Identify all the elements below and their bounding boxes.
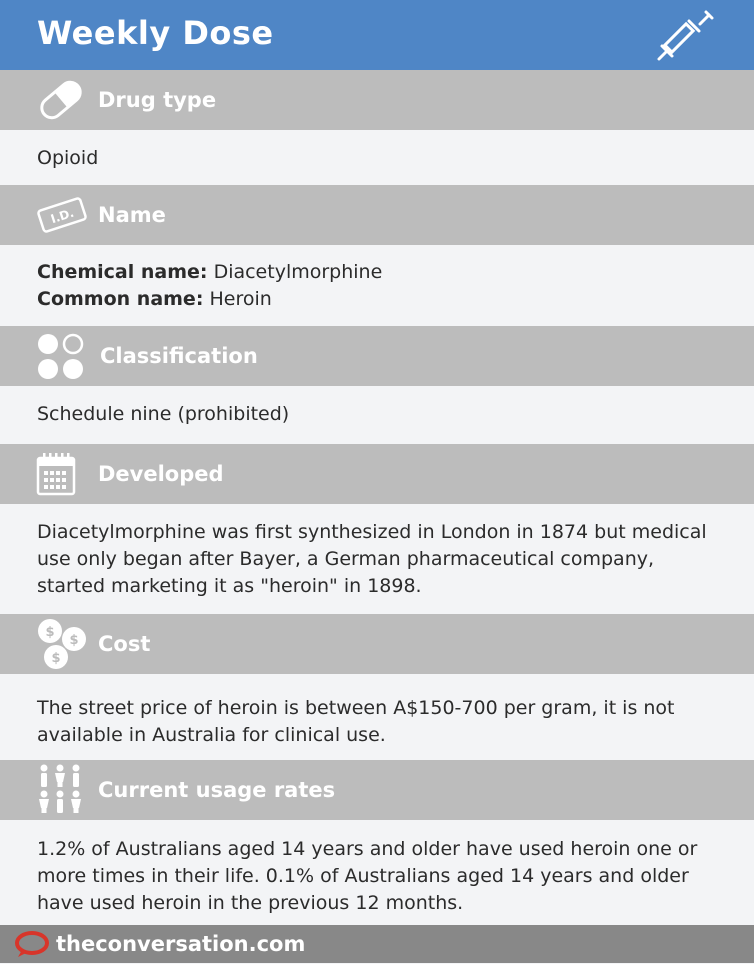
cost-line: The street price of heroin is between A$150-700 per gram, it is not xyxy=(37,697,675,719)
common-name-row xyxy=(37,286,737,313)
usage-line: have used heroin in the previous 12 months. xyxy=(37,892,464,914)
footer-bar xyxy=(0,925,754,963)
developed-line: started marketing it as "heroin" in 1898. xyxy=(37,575,422,597)
speech-bubble-logo-icon xyxy=(14,931,50,964)
section-bar-drug-type xyxy=(0,70,754,130)
cost-line: available in Australia for clinical use. xyxy=(37,724,386,746)
svg-text:$: $ xyxy=(51,651,61,666)
svg-text:I.D.: I.D. xyxy=(48,205,76,227)
section-bar-name xyxy=(0,185,754,245)
header-banner xyxy=(0,0,754,70)
svg-text:$: $ xyxy=(45,625,55,640)
calendar-icon xyxy=(36,444,76,504)
svg-text:$: $ xyxy=(69,633,79,648)
common-name-label: Common name: xyxy=(37,288,204,310)
pill-icon xyxy=(36,70,86,130)
syringe-icon xyxy=(654,6,716,69)
section-bar-usage xyxy=(0,760,754,820)
drug-type-text: Opioid xyxy=(37,147,99,169)
usage-line: more times in their life. 0.1% of Australians aged 14 years and older xyxy=(37,865,689,887)
usage-line: 1.2% of Australians aged 14 years and older have used heroin one or xyxy=(37,838,698,860)
id-card-icon xyxy=(36,185,88,245)
brand-name: theconversation.com xyxy=(56,932,306,956)
section-bar-cost xyxy=(0,614,754,674)
people-icon xyxy=(36,760,84,820)
section-bar-classification xyxy=(0,326,754,386)
developed-line: Diacetylmorphine was first synthesized in London in 1874 but medical xyxy=(37,521,707,543)
coins-icon xyxy=(36,614,88,674)
usage-text xyxy=(37,836,737,917)
developed-text xyxy=(37,519,737,600)
section-label-drug-type: Drug type xyxy=(98,88,217,112)
chemical-name-label: Chemical name: xyxy=(37,261,208,283)
name-details xyxy=(37,259,737,313)
classification-text: Schedule nine (prohibited) xyxy=(37,403,290,425)
section-label-developed: Developed xyxy=(98,462,224,486)
circles-icon xyxy=(36,326,86,386)
page-title: Weekly Dose xyxy=(37,14,274,52)
section-label-cost: Cost xyxy=(98,632,151,656)
developed-line: use only began after Bayer, a German pharmaceutical company, xyxy=(37,548,655,570)
section-bar-developed xyxy=(0,444,754,504)
common-name-value: Heroin xyxy=(209,288,272,310)
section-label-name: Name xyxy=(98,203,166,227)
section-label-usage: Current usage rates xyxy=(98,778,336,802)
section-label-classification: Classification xyxy=(100,344,258,368)
chemical-name-value: Diacetylmorphine xyxy=(213,261,383,283)
cost-text xyxy=(37,695,737,749)
chemical-name-row xyxy=(37,259,737,286)
